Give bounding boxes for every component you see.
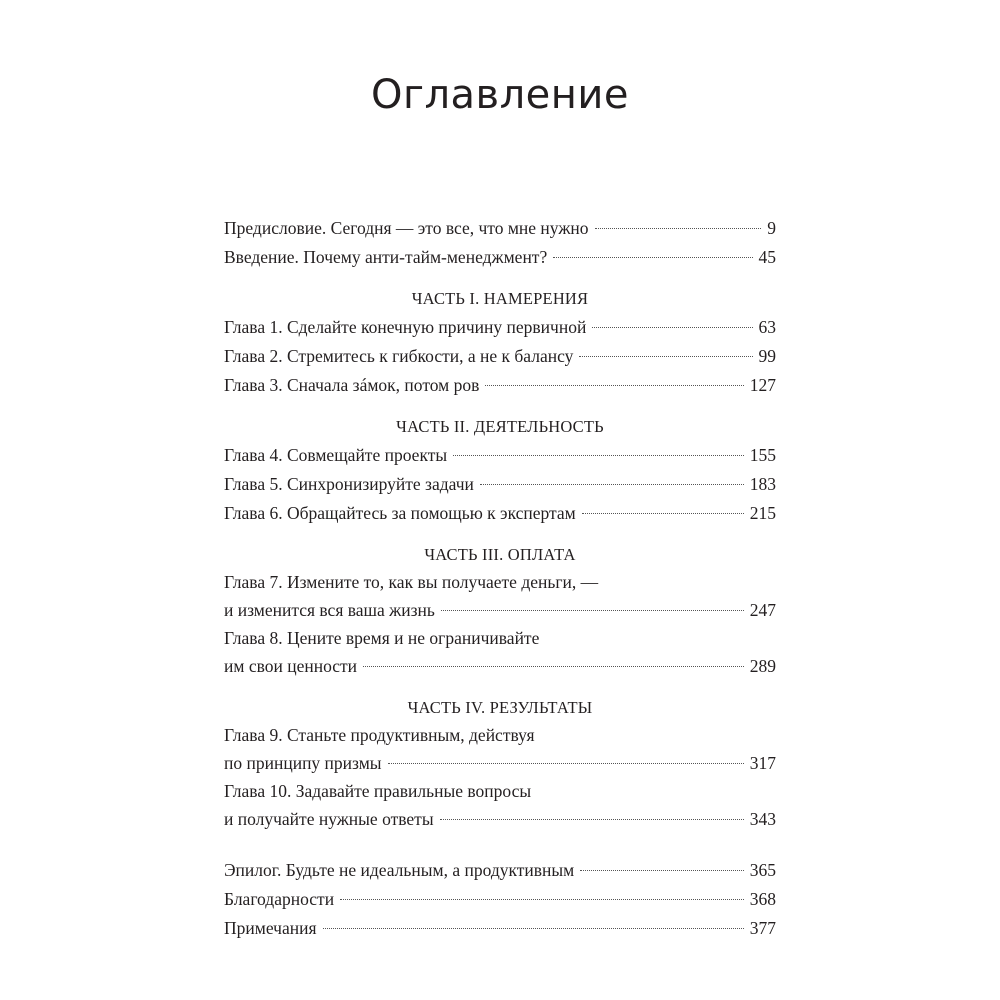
toc-entry-title-line2: по принципу призмы bbox=[224, 753, 382, 773]
part-heading-3: ЧАСТЬ III. ОПЛАТА bbox=[424, 545, 576, 564]
toc-entry-chapter-5[interactable] bbox=[224, 470, 776, 499]
toc-entry-title: Примечания bbox=[224, 918, 317, 938]
toc-entry-title-line1: Глава 9. Станьте продуктивным, действуя bbox=[224, 725, 535, 745]
toc-entry-page: 368 bbox=[749, 889, 776, 909]
toc-entry-introduction[interactable] bbox=[224, 243, 776, 272]
toc-entry-page: 247 bbox=[749, 600, 776, 620]
page-title: Оглавление bbox=[370, 72, 630, 118]
toc-entry-epilogue[interactable] bbox=[224, 856, 776, 885]
toc-entry-page: 63 bbox=[758, 317, 776, 337]
toc-entry-chapter-9[interactable] bbox=[224, 722, 776, 778]
dot-leader bbox=[388, 763, 744, 764]
toc-entry-page: 317 bbox=[749, 753, 776, 773]
dot-leader bbox=[323, 928, 744, 929]
dot-leader bbox=[582, 513, 744, 514]
table-of-contents bbox=[224, 214, 776, 943]
toc-entry-preface[interactable] bbox=[224, 214, 776, 243]
dot-leader bbox=[485, 385, 743, 386]
toc-entry-page: 377 bbox=[749, 918, 776, 938]
toc-entry-chapter-2[interactable] bbox=[224, 342, 776, 371]
toc-entry-page: 365 bbox=[749, 860, 776, 880]
dot-leader bbox=[579, 356, 752, 357]
dot-leader bbox=[553, 257, 752, 258]
toc-entry-chapter-7[interactable] bbox=[224, 569, 776, 625]
toc-entry-title-line2: им свои ценности bbox=[224, 656, 358, 676]
toc-entry-title-line1: Глава 8. Цените время и не ограничивайте bbox=[224, 628, 540, 648]
toc-entry-title: Глава 1. Сделайте конечную причину первичной bbox=[224, 317, 587, 337]
toc-entry-page: 9 bbox=[767, 218, 776, 238]
toc-entry-title: Благодарности bbox=[224, 889, 335, 909]
toc-entry-page: 127 bbox=[749, 375, 776, 395]
toc-entry-title: Эпилог. Будьте не идеальным, а продуктивным bbox=[224, 860, 575, 880]
dot-leader bbox=[340, 899, 744, 900]
toc-entry-title: Глава 6. Обращайтесь за помощью к экспертам bbox=[224, 503, 576, 523]
toc-entry-page: 155 bbox=[749, 445, 776, 465]
toc-entry-chapter-8[interactable] bbox=[224, 625, 776, 681]
dot-leader bbox=[363, 666, 744, 667]
toc-entry-title: Предисловие. Сегодня — это все, что мне нужно bbox=[224, 218, 589, 238]
toc-entry-page: 45 bbox=[758, 247, 776, 267]
toc-entry-chapter-3[interactable] bbox=[224, 371, 776, 400]
dot-leader bbox=[580, 870, 744, 871]
toc-entry-acknowledgements[interactable] bbox=[224, 885, 776, 914]
toc-entry-title: Глава 5. Синхронизируйте задачи bbox=[224, 474, 474, 494]
toc-entry-chapter-10[interactable] bbox=[224, 778, 776, 834]
toc-entry-title: Глава 4. Совмещайте проекты bbox=[224, 445, 448, 465]
part-heading-1: ЧАСТЬ I. НАМЕРЕНИЯ bbox=[411, 289, 589, 308]
part-heading-2: ЧАСТЬ II. ДЕЯТЕЛЬНОСТЬ bbox=[396, 417, 604, 436]
toc-entry-page: 215 bbox=[749, 503, 776, 523]
toc-entry-page: 289 bbox=[749, 656, 776, 676]
part-heading-4: ЧАСТЬ IV. РЕЗУЛЬТАТЫ bbox=[407, 698, 593, 717]
toc-entry-chapter-4[interactable] bbox=[224, 441, 776, 470]
toc-entry-title-line2: и изменится вся ваша жизнь bbox=[224, 600, 435, 620]
toc-entry-title-line1: Глава 7. Измените то, как вы получаете деньги, — bbox=[224, 572, 599, 592]
toc-entry-page: 183 bbox=[749, 474, 776, 494]
dot-leader bbox=[480, 484, 744, 485]
toc-entry-title-line1: Глава 10. Задавайте правильные вопросы bbox=[224, 781, 532, 801]
toc-entry-page: 343 bbox=[749, 809, 776, 829]
toc-entry-title: Глава 3. Сначала зáмок, потом ров bbox=[224, 375, 480, 395]
dot-leader bbox=[453, 455, 744, 456]
toc-entry-title-line2: и получайте нужные ответы bbox=[224, 809, 434, 829]
dot-leader bbox=[592, 327, 752, 328]
toc-entry-title: Глава 2. Стремитесь к гибкости, а не к балансу bbox=[224, 346, 574, 366]
section-spacer bbox=[224, 834, 776, 856]
toc-entry-chapter-1[interactable] bbox=[224, 313, 776, 342]
toc-entry-notes[interactable] bbox=[224, 914, 776, 943]
toc-entry-title: Введение. Почему анти-тайм-менеджмент? bbox=[224, 247, 548, 267]
dot-leader bbox=[595, 228, 762, 229]
dot-leader bbox=[440, 819, 744, 820]
dot-leader bbox=[441, 610, 744, 611]
toc-entry-page: 99 bbox=[758, 346, 776, 366]
toc-entry-chapter-6[interactable] bbox=[224, 499, 776, 528]
